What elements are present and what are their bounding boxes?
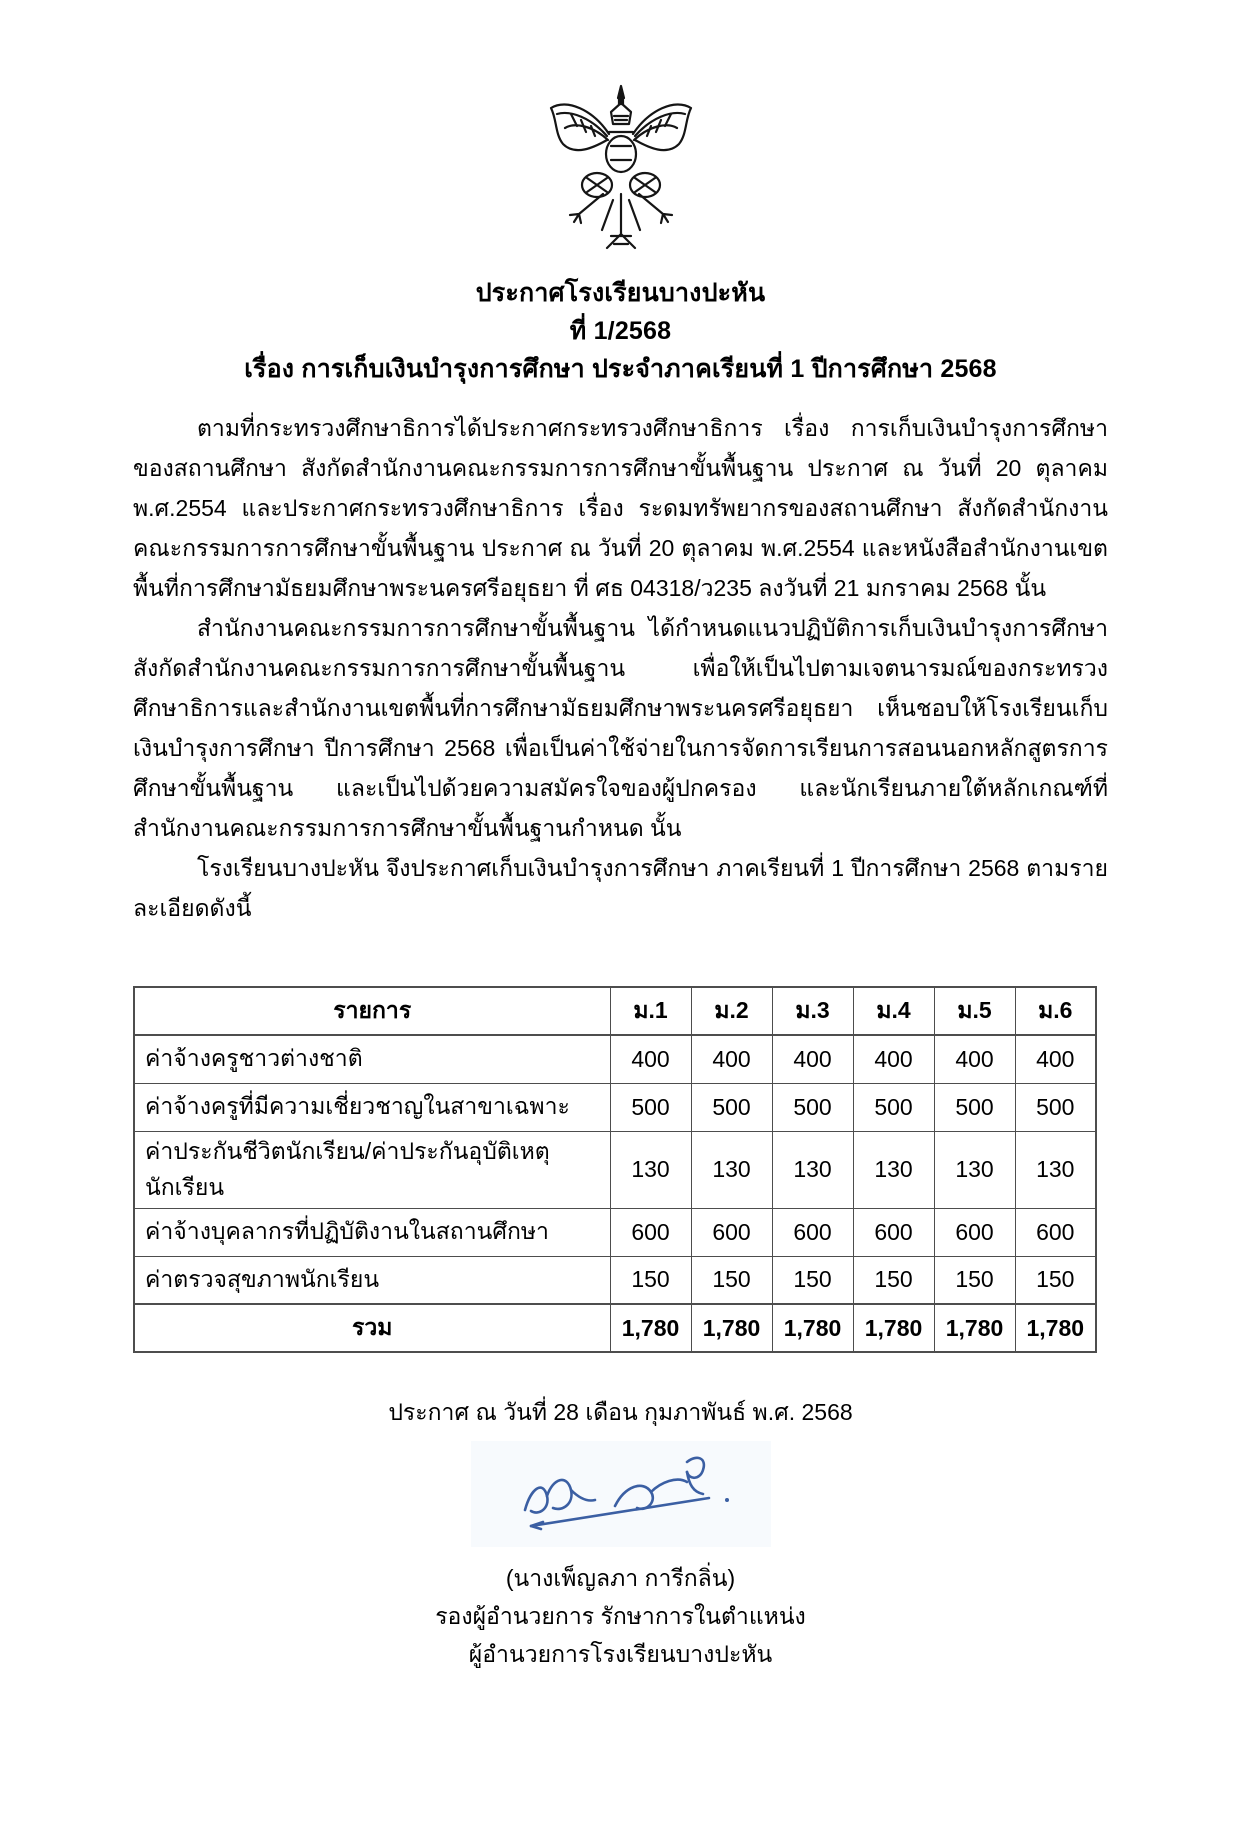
row-value: 500	[772, 1083, 853, 1131]
fee-table	[133, 986, 1097, 1353]
row-value: 500	[691, 1083, 772, 1131]
header-m1: ม.1	[610, 987, 691, 1035]
signatory-block	[133, 1559, 1108, 1673]
fee-table-header-row	[134, 987, 1096, 1035]
row-item-label: ค่าตรวจสุขภาพนักเรียน	[134, 1256, 610, 1304]
row-value: 400	[610, 1035, 691, 1083]
row-value: 500	[853, 1083, 934, 1131]
header-m6: ม.6	[1015, 987, 1096, 1035]
table-row	[134, 1083, 1096, 1131]
document-body	[133, 408, 1108, 928]
announcement-title: ประกาศโรงเรียนบางปะหัน	[475, 279, 766, 307]
announcement-subject: เรื่อง การเก็บเงินบำรุงการศึกษา ประจำภาคเรียนที่ 1 ปีการศึกษา 2568	[244, 355, 997, 383]
table-row	[134, 1208, 1096, 1256]
row-item-label: ค่าจ้างครูชาวต่างชาติ	[134, 1035, 610, 1083]
row-value: 130	[610, 1131, 691, 1208]
row-value: 400	[1015, 1035, 1096, 1083]
header-m5: ม.5	[934, 987, 1015, 1035]
row-value: 400	[772, 1035, 853, 1083]
body-paragraph-1: ตามที่กระทรวงศึกษาธิการได้ประกาศกระทรวงศึกษาธิการ เรื่อง การเก็บเงินบำรุงการศึกษาของสถานศึกษา สังกัดสำนักงานคณะกรรมการการศึกษาขั้นพื้นฐาน ประกาศ ณ วันที่ 20 ตุลาคม พ.ศ.2554 และประกาศกระทรวงศึกษาธิการ เรื่อง ระดมทรัพยากรของสถานศึกษา สังกัดสำนักงานคณะกรรมการการศึกษาขั้นพื้นฐาน ประกาศ ณ วันที่ 20 ตุลาคม พ.ศ.2554 และหนังสือสำนักงานเขตพื้นที่การศึกษามัธยมศึกษาพระนครศรีอยุธยา ที่ ศธ 04318/ว235 ลงวันที่ 21 มกราคม 2568 นั้น	[133, 415, 1108, 601]
total-value: 1,780	[691, 1304, 772, 1352]
total-value: 1,780	[610, 1304, 691, 1352]
row-value: 130	[934, 1131, 1015, 1208]
signatory-position-2: ผู้อำนวยการโรงเรียนบางปะหัน	[468, 1641, 773, 1667]
total-value: 1,780	[772, 1304, 853, 1352]
table-row	[134, 1035, 1096, 1083]
signatory-position-1: รองผู้อำนวยการ รักษาการในตำแหน่ง	[435, 1603, 806, 1629]
row-value: 500	[610, 1083, 691, 1131]
row-value: 500	[934, 1083, 1015, 1131]
row-value: 400	[853, 1035, 934, 1083]
body-paragraph-2: สำนักงานคณะกรรมการการศึกษาขั้นพื้นฐาน ได้กำหนดแนวปฏิบัติการเก็บเงินบำรุงการศึกษา สังกัดสำนักงานคณะกรรมการการศึกษาขั้นพื้นฐาน เพื่อให้เป็นไปตามเจตนารมณ์ของกระทรวงศึกษาธิการและสำนักงานเขตพื้นที่การศึกษามัธยมศึกษาพระนครศรีอยุธยา เห็นชอบให้โรงเรียนเก็บเงินบำรุงการศึกษา ปีการศึกษา 2568 เพื่อเป็นค่าใช้จ่ายในการจัดการเรียนการสอนนอกหลักสูตรการศึกษาขั้นพื้นฐาน และเป็นไปด้วยความสมัครใจของผู้ปกครอง และนักเรียนภายใต้หลักเกณฑ์ที่สำนักงานคณะกรรมการการศึกษาขั้นพื้นฐานกำหนด นั้น	[133, 615, 1108, 841]
table-total-row	[134, 1304, 1096, 1352]
header-item: รายการ	[134, 987, 610, 1035]
total-label: รวม	[134, 1304, 610, 1352]
row-value: 150	[934, 1256, 1015, 1304]
row-value: 600	[691, 1208, 772, 1256]
announcement-number: ที่ 1/2568	[569, 317, 672, 345]
row-value: 400	[934, 1035, 1015, 1083]
signature-image	[471, 1441, 771, 1547]
row-value: 400	[691, 1035, 772, 1083]
total-value: 1,780	[853, 1304, 934, 1352]
row-value: 130	[1015, 1131, 1096, 1208]
row-item-label: ค่าประกันชีวิตนักเรียน/ค่าประกันอุบัติเหตุนักเรียน	[134, 1131, 610, 1208]
header-m4: ม.4	[853, 987, 934, 1035]
announcement-document	[0, 82, 1241, 1837]
row-value: 600	[853, 1208, 934, 1256]
table-row	[134, 1256, 1096, 1304]
row-value: 600	[1015, 1208, 1096, 1256]
signatory-name: (นางเพ็ญลภา การีกลิ่น)	[505, 1565, 736, 1591]
row-value: 130	[691, 1131, 772, 1208]
row-value: 600	[610, 1208, 691, 1256]
body-paragraph-3: โรงเรียนบางปะหัน จึงประกาศเก็บเงินบำรุงการศึกษา ภาคเรียนที่ 1 ปีการศึกษา 2568 ตามรายละเอียดดังนี้	[133, 855, 1108, 921]
row-value: 130	[772, 1131, 853, 1208]
row-value: 150	[1015, 1256, 1096, 1304]
row-value: 130	[853, 1131, 934, 1208]
row-value: 500	[1015, 1083, 1096, 1131]
row-item-label: ค่าจ้างครูที่มีความเชี่ยวชาญในสาขาเฉพาะ	[134, 1083, 610, 1131]
title-block	[133, 274, 1108, 388]
row-value: 150	[691, 1256, 772, 1304]
row-value: 150	[610, 1256, 691, 1304]
total-value: 1,780	[934, 1304, 1015, 1352]
table-row	[134, 1131, 1096, 1208]
row-value: 150	[772, 1256, 853, 1304]
header-m3: ม.3	[772, 987, 853, 1035]
total-value: 1,780	[1015, 1304, 1096, 1352]
row-value: 600	[772, 1208, 853, 1256]
signature-ink	[491, 1448, 751, 1540]
row-item-label: ค่าจ้างบุคลากรที่ปฏิบัติงานในสถานศึกษา	[134, 1208, 610, 1256]
garuda-emblem	[541, 82, 701, 260]
row-value: 600	[934, 1208, 1015, 1256]
announcement-date-line: ประกาศ ณ วันที่ 28 เดือน กุมภาพันธ์ พ.ศ. 2568	[388, 1399, 853, 1425]
header-m2: ม.2	[691, 987, 772, 1035]
row-value: 150	[853, 1256, 934, 1304]
